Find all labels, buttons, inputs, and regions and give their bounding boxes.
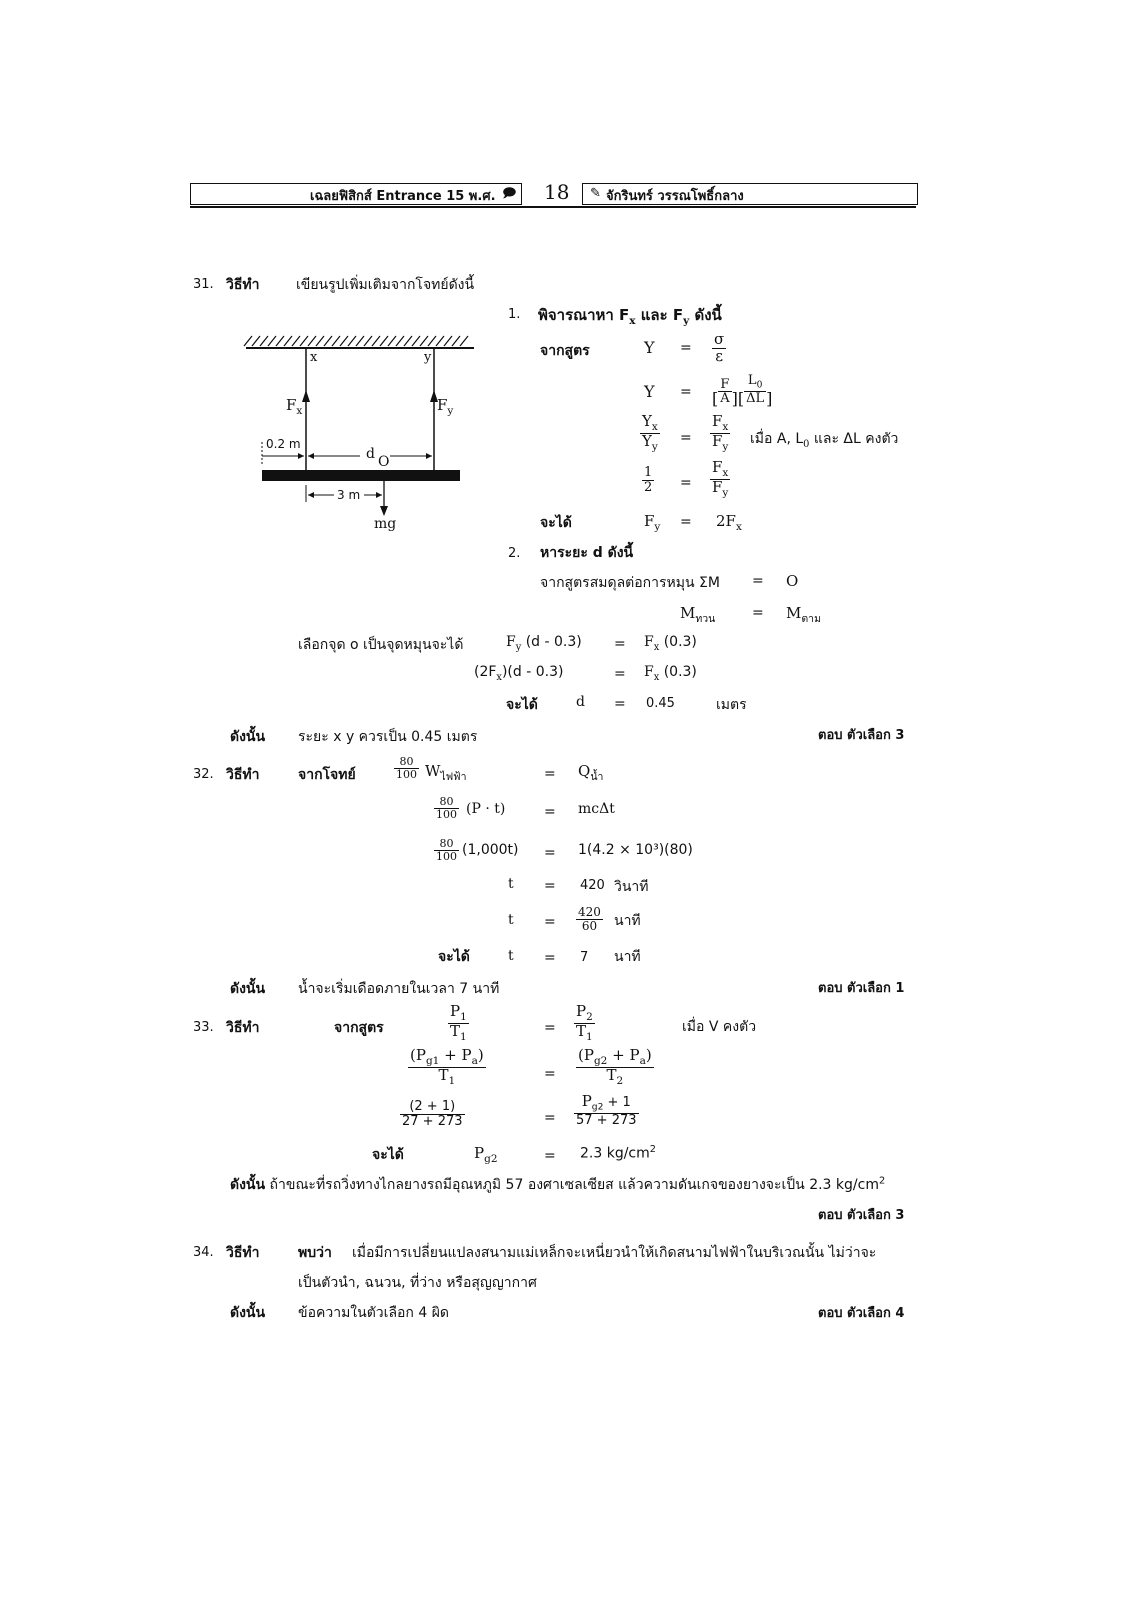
q33-frac-3-right: $\frac{P_{g2} + 1}{57 + 273}$ <box>576 1092 637 1129</box>
q31-pivot-text: เลือกจุด o เป็นจุดหมุนจะได้ <box>298 637 464 653</box>
q31-sigma-eps: $\frac{\sigma}{\varepsilon}$ <box>714 330 725 365</box>
q32-result-label: จะได้ <box>438 949 470 965</box>
diagram-fy-label: $F_y$ <box>437 396 454 417</box>
q31-zero: O <box>786 572 799 590</box>
q32-sec: วินาที <box>614 879 649 895</box>
q31-Y-2: Y <box>644 382 655 401</box>
q32-conclusion: น้ำจะเริ่มเดือดภายในเวลา 7 นาที <box>298 981 500 997</box>
q32-frac-3: $\frac{80}{100}$ <box>436 837 457 863</box>
q31-line2-left: $(2F_x)(d - 0.3)$ <box>474 664 564 683</box>
q33-frac-2-right: $\frac{(P_{g2} + P_a)}{T_2}$ <box>578 1046 652 1088</box>
q33-P1-T1: $\frac{P_1}{T_1}$ <box>450 1002 467 1044</box>
q33-eq-4: = <box>544 1148 556 1164</box>
q33-conclusion-line: ดังนั้น ถ้าขณะที่รถวิ่งทางไกลยางรถมีอุณหภูมิ 57 องศาเซลเซียส แล้วความดันเกจของยางจะเป็น 2.3 $kg/cm^2$ <box>230 1175 886 1193</box>
header-title: เฉลยฟิสิกส์ Entrance 15 พ.ศ. <box>310 189 496 204</box>
q31-eq-5: = <box>680 514 692 530</box>
q32-eq-3: = <box>544 845 556 861</box>
diagram-fx-label: $F_x$ <box>286 396 303 417</box>
q32-eq-4: = <box>544 878 556 894</box>
q31-from-formula: จากสูตร <box>540 343 590 359</box>
q31-step2-title: หาระยะ d ดังนี้ <box>540 545 634 561</box>
q31-eq-8: = <box>614 636 626 652</box>
diagram-dist-3: 3 m <box>337 488 361 502</box>
q31-stress-strain: [ $\frac{F}{A}$ ][ $\frac{L_0}{\Delta L}$ ] <box>712 373 773 409</box>
ceiling-hatch <box>244 336 468 346</box>
q32-Q: $Q_{น้ำ}$ <box>578 762 604 783</box>
q31-when-constant: เมื่อ A, $L_0$ และ ΔL คงตัว <box>750 431 899 450</box>
q31-step1-num: 1. <box>508 307 521 322</box>
q33-result-label: จะได้ <box>372 1147 404 1163</box>
q33-frac-2-left: $\frac{(P_{g1} + P_a)}{T_1}$ <box>410 1046 484 1088</box>
q31-eq-6: = <box>752 573 764 589</box>
q32-W: $W_{ไฟฟ้า}$ <box>425 762 467 783</box>
q34-method: วิธีทำ <box>226 1245 260 1261</box>
q31-number: 31. <box>193 277 214 292</box>
header-rule <box>190 206 916 208</box>
q33-number: 33. <box>193 1020 214 1035</box>
q31-step1-title: พิจารณาหา $F_x$ และ $F_y$ ดังนี้ <box>538 306 722 327</box>
q32-Pt: (P · t) <box>466 801 506 817</box>
header-author: จักรินทร์ วรรณโพธิ์กลาง <box>606 189 744 204</box>
q32-frac-2: $\frac{80}{100}$ <box>436 795 457 821</box>
q34-conclusion: ข้อความในตัวเลือก 4 ผิด <box>298 1305 450 1321</box>
q31-result-label-2: จะได้ <box>506 697 538 713</box>
page-number: 18 <box>544 180 570 204</box>
q32-t-1: t <box>508 876 514 892</box>
q31-Fx-Fy-2: $\frac{F_x}{F_y}$ <box>712 458 729 500</box>
q32-seven: 7 <box>580 950 589 965</box>
q32-t1000: (1,000t) <box>462 842 519 858</box>
q33-method: วิธีทำ <box>226 1020 260 1036</box>
q34-found: พบว่า <box>298 1245 332 1261</box>
q33-when-v: เมื่อ V คงตัว <box>682 1019 757 1035</box>
q32-frac-1: $\frac{80}{100}$ <box>396 755 417 781</box>
q31-line1-left: $F_y$ (d - 0.3) <box>506 634 582 653</box>
q32-eq-1: = <box>544 766 556 782</box>
q31-eq-2: = <box>680 384 692 400</box>
q32-t-2: t <box>508 912 514 928</box>
q31-therefore: ดังนั้น <box>230 729 266 745</box>
q31-eq-7: = <box>752 605 764 621</box>
diagram-o-label: O <box>378 454 390 470</box>
q31-Fx-Fy-1: $\frac{F_x}{F_y}$ <box>712 412 729 454</box>
q34-text-line-2: เป็นตัวนำ, ฉนวน, ที่ว่าง หรือสุญญากาศ <box>298 1275 537 1291</box>
q33-Pg2: $P_{g2}$ <box>474 1144 498 1165</box>
q31-meter: เมตร <box>716 697 747 713</box>
q31-d: d <box>576 694 585 710</box>
q31-moment-text: จากสูตรสมดุลต่อการหมุน ΣM <box>540 575 720 591</box>
q31-2Fx: $2F_x$ <box>716 512 742 533</box>
q31-eq-9: = <box>614 666 626 682</box>
q31-d-value: 0.45 <box>646 696 675 711</box>
q32-answer: ตอบ ตัวเลือก 1 <box>818 981 905 996</box>
q32-t-3: t <box>508 948 514 964</box>
arrow-mg <box>380 506 388 516</box>
q34-number: 34. <box>193 1245 214 1260</box>
q33-eq-2: = <box>544 1066 556 1082</box>
q31-Y-1: Y <box>644 338 655 357</box>
q34-therefore: ดังนั้น <box>230 1305 266 1321</box>
q32-min-1: นาที <box>614 913 641 929</box>
q32-therefore: ดังนั้น <box>230 981 266 997</box>
q31-result-label: จะได้ <box>540 515 572 531</box>
q31-M-cw: $M_{ตาม}$ <box>786 604 821 625</box>
diagram-y-label: y <box>424 350 432 365</box>
q31-eq-4: = <box>680 475 692 491</box>
diagram-d-label: d <box>366 446 375 462</box>
pen-icon: ✎ <box>590 186 601 201</box>
q32-t420: 420 <box>580 878 605 893</box>
q33-answer: ตอบ ตัวเลือก 3 <box>818 1208 905 1223</box>
q32-eq-6: = <box>544 950 556 966</box>
q32-frac-420-60: $\frac{420}{60}$ <box>578 905 601 933</box>
q32-min-2: นาที <box>614 949 641 965</box>
beam <box>262 470 460 481</box>
q31-half: $\frac{1}{2}$ <box>644 465 653 495</box>
q31-M-ccw: $M_{ทวน}$ <box>680 604 716 625</box>
q32-number: 32. <box>193 767 214 782</box>
diagram-x-label: x <box>310 350 318 365</box>
q31-eq-1: = <box>680 340 692 356</box>
speech-bubble-icon: 🗩 <box>502 186 517 201</box>
q33-result-value: 2.3 $kg/cm^2$ <box>580 1144 656 1162</box>
q34-text-line-1: เมื่อมีการเปลี่ยนแปลงสนามแม่เหล็กจะเหนี่ยวนำให้เกิดสนามไฟฟ้าในบริเวณนั้น ไม่ว่าจะ <box>352 1245 877 1261</box>
q31-method: วิธีทำ <box>226 277 260 293</box>
q32-rhs3: 1(4.2 × 10³)(80) <box>578 842 693 858</box>
diagram-dist-02: 0.2 m <box>266 437 301 451</box>
q31-Yx-Yy: $\frac{Y_x}{Y_y}$ <box>642 412 658 454</box>
q31-eq-10: = <box>614 696 626 712</box>
q31-line2-right: $F_x$ (0.3) <box>644 664 697 683</box>
q33-eq-3: = <box>544 1110 556 1126</box>
q32-mcdt: mcΔt <box>578 801 615 817</box>
q31-intro: เขียนรูปเพิ่มเติมจากโจทย์ดังนี้ <box>296 277 475 293</box>
arrow-fx <box>302 390 310 402</box>
q33-P2-T1: $\frac{P_2}{T_1}$ <box>576 1002 593 1044</box>
q31-Fy: $F_y$ <box>644 512 661 533</box>
q31-line1-right: $F_x$ (0.3) <box>644 634 697 653</box>
q32-eq-2: = <box>544 804 556 820</box>
q32-method: วิธีทำ <box>226 767 260 783</box>
q31-step2-num: 2. <box>508 546 521 561</box>
q31-answer: ตอบ ตัวเลือก 3 <box>818 728 905 743</box>
q34-answer: ตอบ ตัวเลือก 4 <box>818 1306 905 1321</box>
q33-from-formula: จากสูตร <box>334 1020 384 1036</box>
q31-diagram <box>240 330 480 535</box>
q32-from-problem: จากโจทย์ <box>298 767 356 783</box>
q33-eq-1: = <box>544 1020 556 1036</box>
diagram-mg-label: mg <box>374 516 397 532</box>
q31-conclusion: ระยะ x y ควรเป็น 0.45 เมตร <box>298 729 478 745</box>
q31-eq-3: = <box>680 430 692 446</box>
q33-frac-3-left: $\frac{(2 + 1)}{27 + 273}$ <box>402 1099 463 1129</box>
q32-eq-5: = <box>544 914 556 930</box>
